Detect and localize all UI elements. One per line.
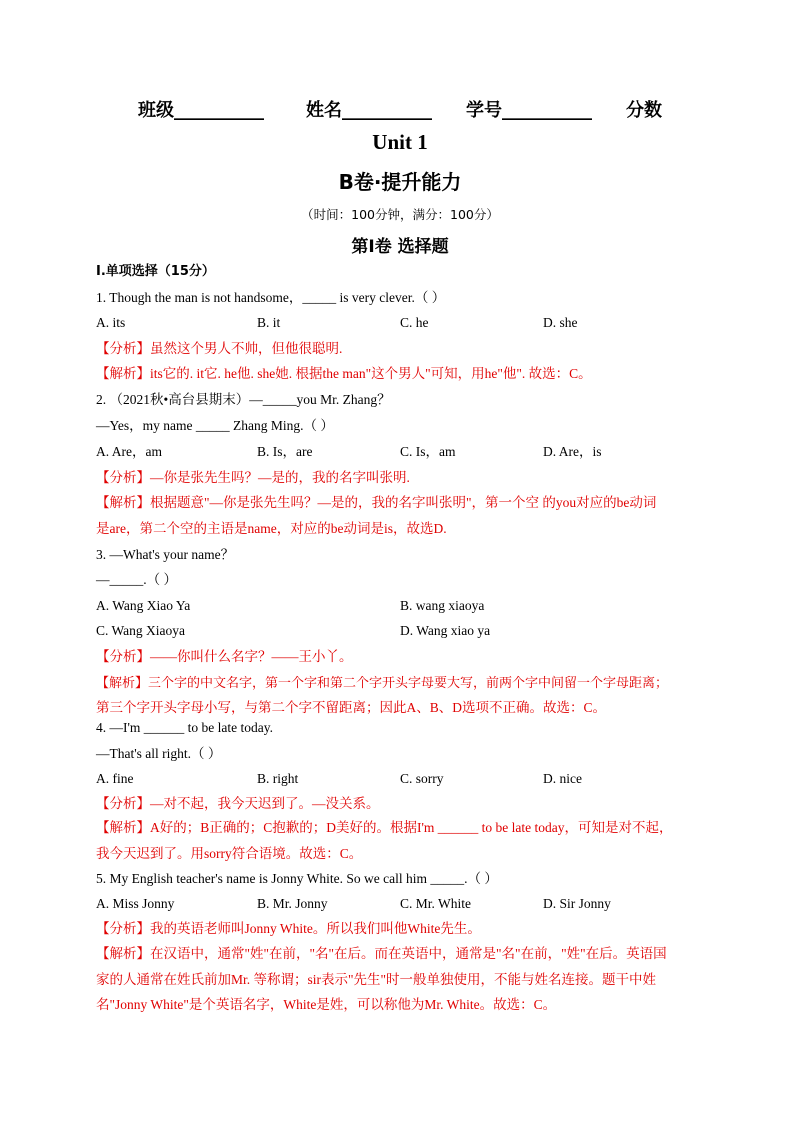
class-field-label: 班级__________ bbox=[138, 100, 264, 121]
question-3-option-a: A. Wang Xiao Ya bbox=[96, 598, 191, 613]
question-2-option-b: B. Is，are bbox=[257, 444, 313, 459]
question-2-stem-line-1: 2. （2021秋•高台县期末）—_____you Mr. Zhang？ bbox=[96, 392, 391, 407]
question-5-option-b: B. Mr. Jonny bbox=[257, 896, 328, 911]
question-2-analysis: 【分析】—你是张先生吗？—是的，我的名字叫张明. bbox=[96, 470, 410, 485]
page-title: Unit 1 bbox=[372, 130, 428, 154]
question-1-option-a: A. its bbox=[96, 315, 126, 330]
question-3-explanation-line-1: 【解析】三个字的中文名字，第一个字和第二个字开头字母要大写，前两个字中间留一个字母距离； bbox=[96, 675, 669, 690]
question-1-option-b: B. it bbox=[257, 315, 281, 330]
question-4-option-b: B. right bbox=[257, 771, 299, 786]
question-5-option-a: A. Miss Jonny bbox=[96, 896, 175, 911]
student-id-field-label: 学号__________ bbox=[466, 100, 592, 121]
question-3-analysis: 【分析】——你叫什么名字？——王小丫。 bbox=[96, 649, 353, 664]
question-5-explanation-line-3: 名"Jonny White"是个英语名字，White是姓，可以称他为Mr. White。故选：C。 bbox=[96, 997, 557, 1012]
question-1-option-c: C. he bbox=[400, 315, 429, 330]
question-3-stem-line-1: 3. —What's your name？ bbox=[96, 547, 235, 562]
question-4-option-a: A. fine bbox=[96, 771, 134, 786]
question-4-option-c: C. sorry bbox=[400, 771, 444, 786]
question-4-option-d: D. nice bbox=[543, 771, 582, 786]
question-1-stem: 1. Though the man is not handsome，_____ is very clever.（ ） bbox=[96, 290, 446, 305]
part-title: 第Ⅰ卷 选择题 bbox=[351, 237, 449, 257]
question-1-option-d: D. she bbox=[543, 315, 578, 330]
question-3-option-d: D. Wang xiao ya bbox=[400, 623, 491, 638]
time-note: （时间：100分钟，满分：100分） bbox=[301, 207, 499, 222]
question-4-analysis: 【分析】—对不起，我今天迟到了。—没关系。 bbox=[96, 796, 380, 811]
section-title: I.单项选择（15分） bbox=[96, 264, 215, 279]
question-4-stem-line-1: 4. —I'm ______ to be late today. bbox=[96, 720, 274, 735]
question-4-explanation-line-2: 我今天迟到了。用sorry符合语境。故选：C。 bbox=[96, 846, 363, 861]
question-3-option-b: B. wang xiaoya bbox=[400, 598, 485, 613]
question-2-option-a: A. Are，am bbox=[96, 444, 162, 459]
name-field-label: 姓名__________ bbox=[306, 100, 432, 121]
question-1-explanation: 【解析】its它的. it它. he他. she她. 根据the man"这个男人"可知，用he"他". 故选：C。 bbox=[96, 366, 592, 381]
question-5-option-d: D. Sir Jonny bbox=[543, 896, 611, 911]
score-field-label: 分数 bbox=[626, 100, 662, 121]
page-subtitle: B卷·提升能力 bbox=[338, 170, 462, 194]
question-2-explanation-line-1: 【解析】根据题意"—你是张先生吗？—是的，我的名字叫张明"，第一个空 的you对应的be动词 bbox=[96, 495, 657, 510]
question-5-option-c: C. Mr. White bbox=[400, 896, 472, 911]
question-2-stem-line-2: —Yes，my name _____ Zhang Ming.（ ） bbox=[96, 418, 334, 433]
question-4-explanation-line-1: 【解析】A好的；B正确的；C抱歉的；D美好的。根据I'm ______ to be late today，可知是对不起， bbox=[96, 820, 673, 835]
question-1-analysis: 【分析】虽然这个男人不帅，但他很聪明. bbox=[96, 341, 343, 356]
question-2-explanation-line-2: 是are，第二个空的主语是name，对应的be动词是is，故选D. bbox=[96, 521, 447, 536]
question-2-option-c: C. Is，am bbox=[400, 444, 456, 459]
question-3-stem-line-2: —_____.（ ） bbox=[96, 572, 177, 587]
question-2-option-d: D. Are，is bbox=[543, 444, 602, 459]
question-5-explanation-line-2: 家的人通常在姓氏前加Mr. 等称谓；sir表示"先生"时一般单独使用，不能与姓名连接。题干中姓 bbox=[96, 972, 657, 987]
question-5-analysis: 【分析】我的英语老师叫Jonny White。所以我们叫他White先生。 bbox=[96, 921, 481, 936]
question-5-explanation-line-1: 【解析】在汉语中，通常"姓"在前，"名"在后。而在英语中，通常是"名"在前，"姓"在后。英语国 bbox=[96, 946, 667, 961]
question-3-explanation-line-2: 第三个字开头字母小写，与第二个字不留距离；因此A、B、D选项不正确。故选：C。 bbox=[96, 700, 607, 715]
question-4-stem-line-2: —That's all right.（ ） bbox=[96, 746, 222, 761]
question-5-stem: 5. My English teacher's name is Jonny White. So we call him _____.（ ） bbox=[96, 871, 498, 886]
question-3-option-c: C. Wang Xiaoya bbox=[96, 623, 186, 638]
